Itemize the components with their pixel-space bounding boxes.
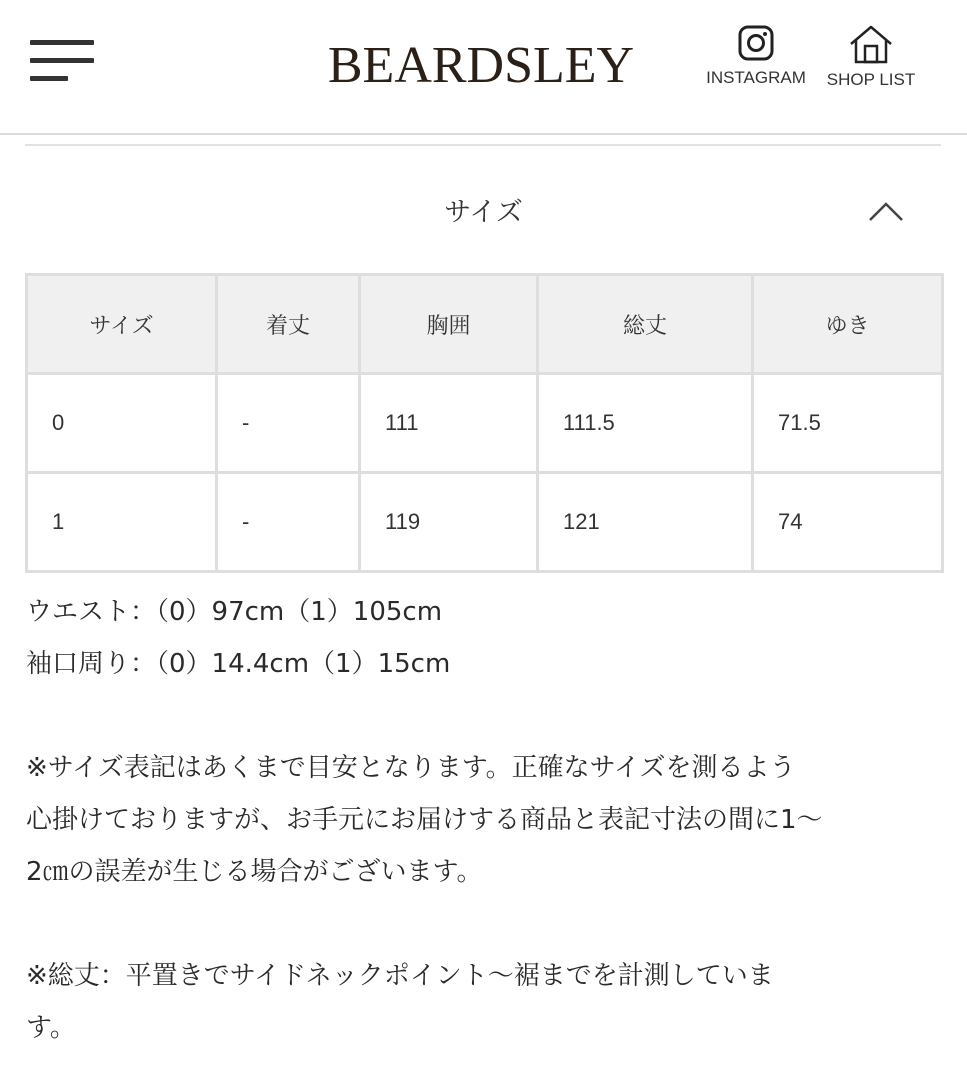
length-note: [26, 950, 941, 1054]
site-header: [0, 0, 967, 135]
table-cell: 0: [27, 374, 217, 473]
house-icon: [847, 24, 895, 64]
disclaimer-line: ※サイズ表記はあくまで目安となります。正確なサイズを測るよう: [26, 753, 796, 783]
hamburger-menu-icon[interactable]: [30, 40, 94, 82]
waist-measurement: ウエスト：（0）97cm（1）105cm: [26, 597, 443, 627]
table-cell: 111: [360, 374, 538, 473]
disclaimer-line: 2㎝の誤差が生じる場合がございます。: [26, 857, 483, 887]
measurement-notes: [26, 586, 941, 690]
table-header-row: [27, 275, 943, 374]
header-chest: 胸囲: [360, 275, 538, 374]
header-total-length: 総丈: [538, 275, 753, 374]
chevron-up-icon[interactable]: [864, 196, 908, 226]
table-cell: -: [217, 374, 360, 473]
accordion-title[interactable]: サイズ: [444, 197, 523, 228]
table-cell: 119: [360, 473, 538, 572]
shop-list-label: SHOP LIST: [826, 70, 916, 89]
table-cell: 111.5: [538, 374, 753, 473]
shop-list-link[interactable]: [824, 24, 918, 90]
size-disclaimer: [26, 742, 941, 898]
table-cell: 74: [753, 473, 943, 572]
cuff-measurement: 袖口周り：（0）14.4cm（1）15cm: [26, 649, 451, 679]
instagram-link[interactable]: [698, 24, 814, 88]
section-divider: [25, 144, 941, 146]
length-note-line: ※総丈：平置きでサイドネックポイント〜裾までを計測していま: [26, 961, 774, 991]
site-logo[interactable]: BEARDSLEY: [327, 37, 635, 94]
header-length: 着丈: [217, 275, 360, 374]
table-row: [27, 473, 943, 572]
instagram-label: INSTAGRAM: [706, 68, 806, 87]
instagram-icon: [737, 24, 775, 62]
menu-bar-bottom: [30, 76, 68, 81]
table-cell: 1: [27, 473, 217, 572]
table-cell: 121: [538, 473, 753, 572]
menu-bar-middle: [30, 58, 94, 63]
table-row: [27, 374, 943, 473]
length-note-line: す。: [26, 1013, 76, 1043]
table-cell: 71.5: [753, 374, 943, 473]
menu-bar-top: [30, 40, 94, 45]
size-table: [25, 273, 944, 573]
header-sleeve: ゆき: [753, 275, 943, 374]
table-cell: -: [217, 473, 360, 572]
disclaimer-line: 心掛けておりますが、お手元にお届けする商品と表記寸法の間に1〜: [26, 805, 823, 835]
header-size: サイズ: [27, 275, 217, 374]
